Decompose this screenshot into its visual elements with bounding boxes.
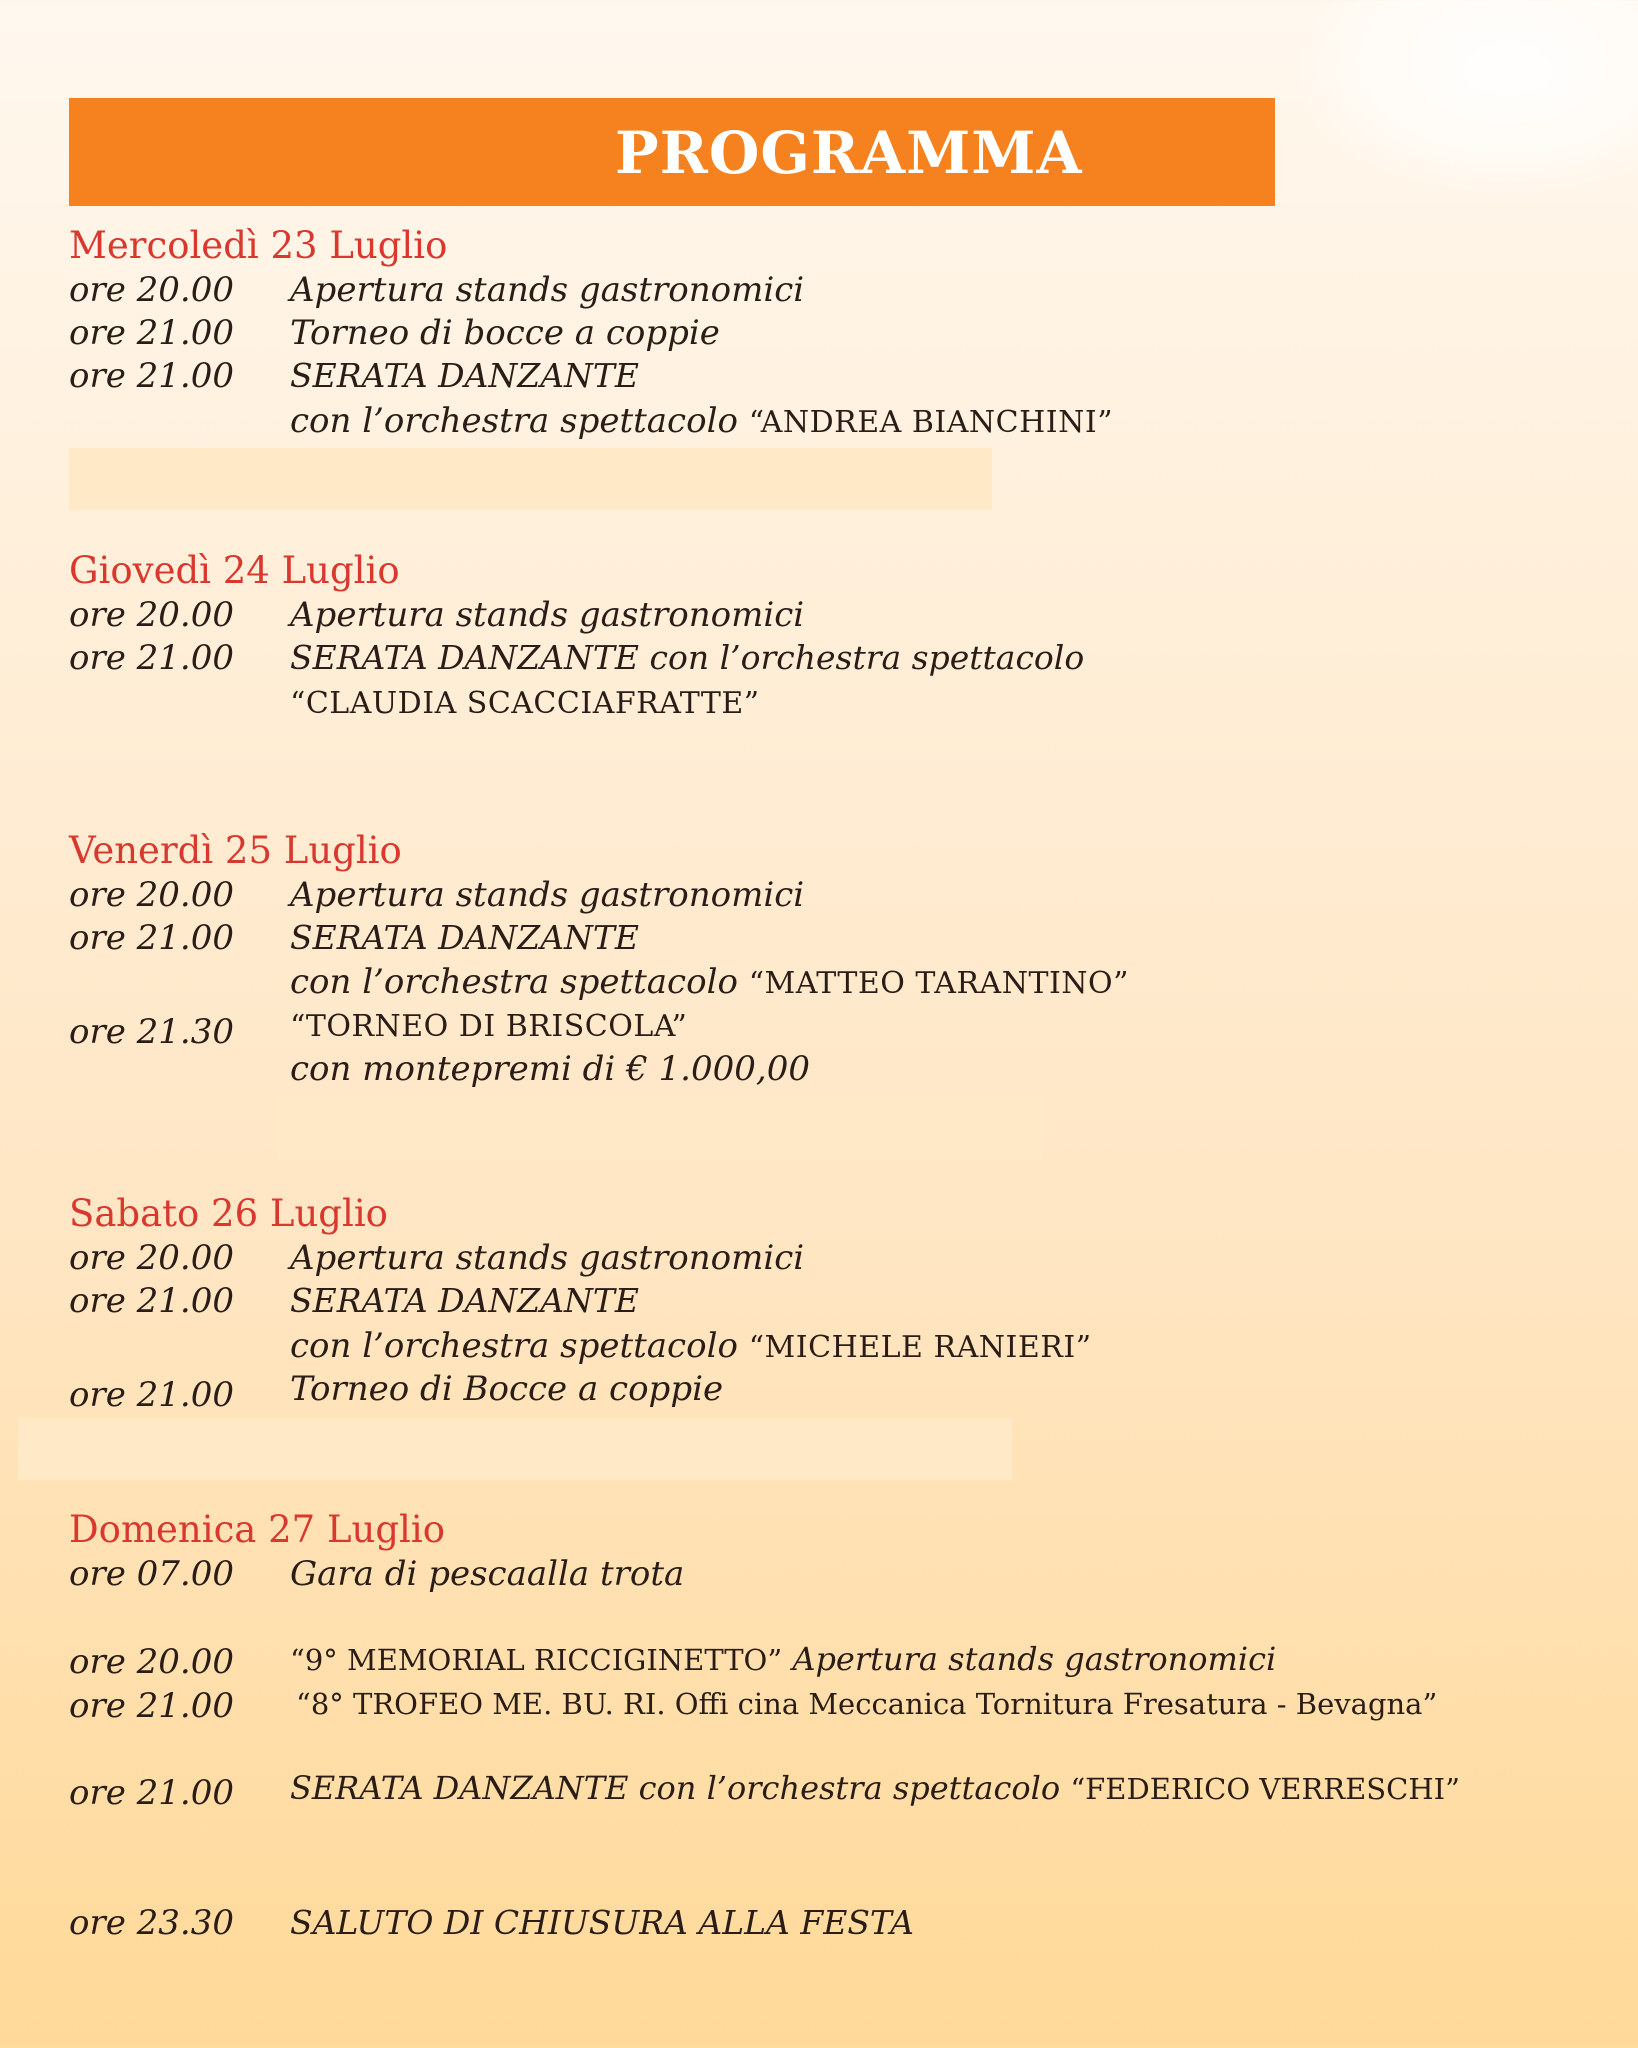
orchestra-line xyxy=(290,961,1129,1005)
tournament-name: “TORNEO DI BRISCOLA” xyxy=(290,1009,688,1044)
day-heading: Venerdì 25 Luglio xyxy=(69,829,402,872)
entry-time: ore 23.30 xyxy=(69,1903,234,1943)
entry-text: Apertura stands gastronomici xyxy=(290,595,805,635)
orchestra-name: “ANDREA BIANCHINI” xyxy=(748,405,1114,440)
entry-time: ore 21.00 xyxy=(69,918,234,958)
entry-time: ore 20.00 xyxy=(69,875,234,915)
orchestra-name: “FEDERICO VERRESCHI” xyxy=(1070,1772,1460,1806)
entry-time: ore 21.00 xyxy=(69,1686,234,1726)
orchestra-prefix: SERATA DANZANTE con l’orchestra spettacolo xyxy=(290,1769,1071,1807)
entry-text: SERATA DANZANTE xyxy=(290,356,639,395)
orchestra-name: “MATTEO TARANTINO” xyxy=(748,966,1129,1001)
entry-text: Apertura stands gastronomici xyxy=(290,1238,805,1278)
entry-text: SERATA DANZANTE xyxy=(290,918,639,957)
orchestra-prefix: con l’orchestra spettacolo xyxy=(290,962,749,1002)
trophy-line xyxy=(296,1682,1437,1725)
orchestra-prefix: con l’orchestra spettacolo xyxy=(290,401,749,441)
day-heading: Giovedì 24 Luglio xyxy=(69,549,400,592)
prize-line: con montepremi di € 1.000,00 xyxy=(290,1049,810,1089)
entry-time: ore 20.00 xyxy=(69,1238,234,1278)
entry-text: Apertura stands gastronomici xyxy=(290,270,805,310)
cover-patch xyxy=(69,448,992,510)
orchestra-line xyxy=(290,1325,1092,1369)
entry-text xyxy=(290,1004,687,1048)
day-heading: Sabato 26 Luglio xyxy=(69,1192,388,1235)
entry-time: ore 21.00 xyxy=(69,313,234,353)
memorial-line xyxy=(290,1638,1276,1681)
entry-text: Torneo di Bocce a coppie xyxy=(290,1369,724,1409)
entry-text: Apertura stands gastronomici xyxy=(290,875,805,915)
memorial-suffix: Apertura stands gastronomici xyxy=(782,1640,1277,1678)
trophy-name: “8° TROFEO ME. BU. RI. Offi cina Meccanica Tornitura Fresatura - Bevagna” xyxy=(296,1687,1438,1721)
background-glow xyxy=(1298,0,1638,200)
orchestra-line xyxy=(290,681,760,725)
entry-time: ore 21.00 xyxy=(69,1773,234,1813)
orchestra-prefix: con l’orchestra spettacolo xyxy=(290,1326,749,1366)
entry-time: ore 21.00 xyxy=(69,1281,234,1321)
entry-time: ore 20.00 xyxy=(69,595,234,635)
closing-text: SALUTO DI CHIUSURA ALLA FESTA xyxy=(290,1903,914,1942)
entry-time: ore 21.30 xyxy=(69,1012,234,1052)
day-heading: Mercoledì 23 Luglio xyxy=(69,224,448,267)
entry-time: ore 21.00 xyxy=(69,356,234,396)
orchestra-name: “CLAUDIA SCACCIAFRATTE” xyxy=(290,686,760,721)
entry-time: ore 07.00 xyxy=(69,1554,234,1594)
entry-text: SERATA DANZANTE con l’orchestra spettacolo xyxy=(290,638,1085,677)
page-title: PROGRAMMA xyxy=(615,119,1083,187)
entry-time: ore 21.00 xyxy=(69,638,234,678)
entry-time: ore 20.00 xyxy=(69,270,234,310)
orchestra-line xyxy=(290,1767,1460,1810)
orchestra-line xyxy=(290,400,1113,444)
orchestra-name: “MICHELE RANIERI” xyxy=(748,1330,1092,1365)
entry-text: SERATA DANZANTE xyxy=(290,1281,639,1320)
entry-text: Gara di pescaalla trota xyxy=(290,1554,685,1594)
day-heading: Domenica 27 Luglio xyxy=(69,1508,445,1551)
cover-patch xyxy=(18,1418,1012,1480)
memorial-name: “9° MEMORIAL RICCIGINETTO” xyxy=(290,1643,783,1677)
cover-patch xyxy=(278,1096,1042,1160)
entry-text: Torneo di bocce a coppie xyxy=(290,313,720,353)
entry-time: ore 21.00 xyxy=(69,1375,234,1415)
entry-time: ore 20.00 xyxy=(69,1642,234,1682)
